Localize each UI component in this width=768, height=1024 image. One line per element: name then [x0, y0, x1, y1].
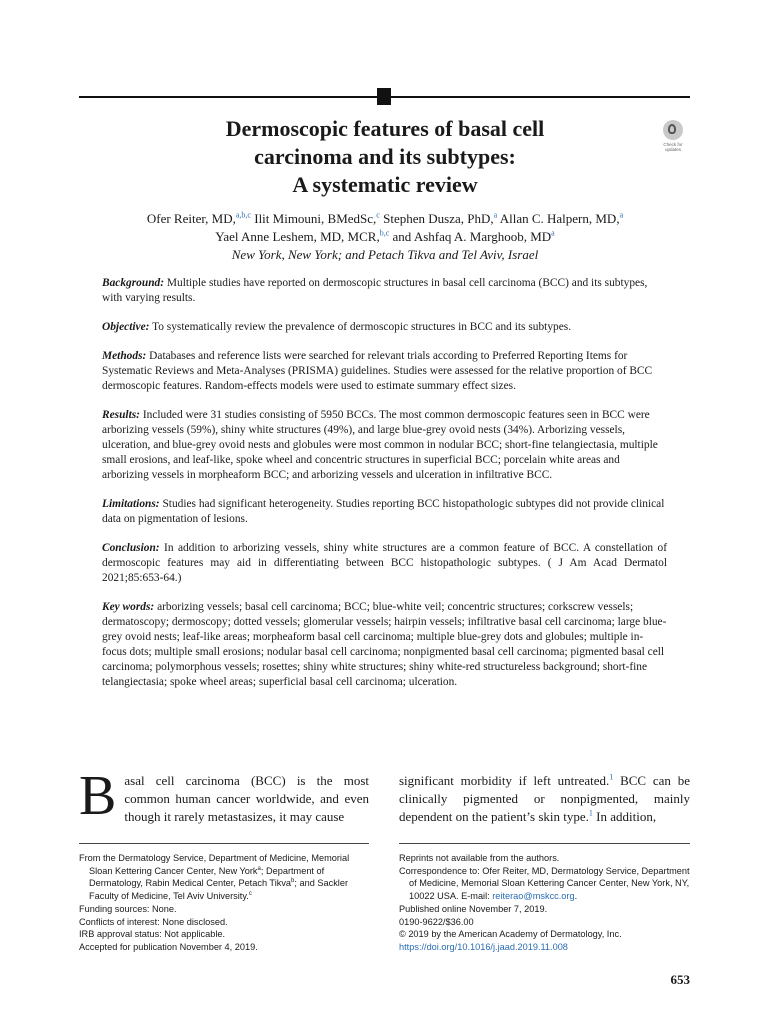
affiliation-sup: c	[248, 891, 252, 898]
title-line: carcinoma and its subtypes:	[254, 144, 516, 169]
affiliation-text: From the Dermatology Service, Department of Medicine, Memorial Sloan Kettering Cancer Center, New York	[79, 853, 350, 876]
footnote-divider	[79, 843, 369, 844]
author-location: New York, New York; and Petach Tikva and Tel Aviv, Israel	[231, 247, 539, 262]
check-for-updates-badge[interactable]	[658, 120, 688, 152]
conflicts-note: Conflicts of interest: None disclosed.	[79, 916, 228, 927]
affiliation-sup[interactable]: c	[376, 210, 380, 220]
affiliation-sup[interactable]: a	[551, 228, 555, 238]
affiliation-sup[interactable]: a	[493, 210, 498, 220]
page-number: 653	[670, 972, 690, 987]
abstract-label: Results:	[102, 409, 140, 421]
affiliation-sup: a	[257, 865, 261, 872]
check-for-updates-icon	[663, 120, 683, 140]
affiliation-sup[interactable]: b,c	[379, 228, 390, 238]
abstract-background	[102, 276, 667, 306]
author-list	[90, 210, 680, 264]
abstract-label: Background:	[102, 277, 165, 289]
correspondence-note	[399, 865, 691, 903]
irb-note: IRB approval status: Not applicable.	[79, 929, 226, 940]
title-line: Dermoscopic features of basal cell	[225, 116, 545, 141]
author-name: and Ashfaq A. Marghoob, MD	[389, 229, 552, 244]
doi-link[interactable]: https://doi.org/10.1016/j.jaad.2019.11.008	[399, 941, 568, 952]
abstract-objective	[102, 320, 667, 335]
top-rule-marker	[377, 88, 391, 105]
correspondence-text: Correspondence to: Ofer Reiter, MD, Dermatology Service, Department of Medicine, Memorial Sloan Kettering Cancer Center, New York, NY, 10022 USA. E-mail:	[399, 865, 690, 902]
article-title	[120, 115, 650, 199]
check-for-updates-label: Check for updates	[663, 142, 683, 152]
abstract-text: Included were 31 studies consisting of 5950 BCCs. The most common dermoscopic features seen in BCC were arborizing vessels (59%), shiny white structures (49%), and large blue-grey ovoid nests (34%). Arborizing vessels, ulceration, and blue-grey ovoid nests and globules were most common in nodular BCC; short-fine telangiectasia, multiple small erosions, and leaf-like, spoke wheel and concentric structures in superficial BCC; porcelain white areas and arborizing vessels in morpheaform BCC; and arborizing vessels and ulceration in infiltrative BCC.	[102, 409, 658, 481]
issn-note: 0190-9622/$36.00	[399, 916, 474, 927]
abstract-text: Studies had significant heterogeneity. Studies reporting BCC histopathologic subtypes did not provide clinical data on pigmentation of lesions.	[102, 498, 665, 525]
affiliation-text: ; and Sackler Faculty of Medicine, Tel Aviv University.	[89, 878, 349, 902]
funding-note: Funding sources: None.	[79, 903, 177, 914]
abstract-methods	[102, 349, 667, 394]
abstract-text: Multiple studies have reported on dermoscopic structures in basal cell carcinoma (BCC) and its subtypes, with varying results.	[102, 277, 648, 304]
abstract-keywords	[102, 600, 667, 690]
published-note: Published online November 7, 2019.	[399, 903, 548, 914]
abstract-limitations	[102, 497, 667, 527]
email-link[interactable]: reiterao@mskcc.org	[492, 891, 575, 902]
abstract-text: In addition to arborizing vessels, shiny white structures are a common feature of BCC. A constellation of dermoscopic features may aid in differentiating between BCC histopathologic subtypes. ( J Am Acad Dermatol 2021;85:653-64.)	[102, 542, 667, 584]
affiliation-text: ; Department of Dermatology, Rabin Medical Center, Petach Tikva	[89, 865, 325, 889]
abstract-label: Limitations:	[102, 498, 160, 510]
affiliations-note	[79, 852, 371, 903]
footnotes-right	[399, 852, 691, 954]
body-text: In addition,	[592, 809, 657, 824]
abstract-label: Key words:	[102, 601, 155, 613]
body-text: significant morbidity if left untreated.	[399, 773, 610, 788]
abstract-conclusion	[102, 541, 667, 586]
abstract-label: Objective:	[102, 321, 150, 333]
body-column-left	[79, 765, 369, 827]
affiliation-sup: b	[291, 878, 295, 885]
copyright-note: © 2019 by the American Academy of Dermatology, Inc.	[399, 929, 622, 940]
author-name: Allan C. Halpern, MD,	[497, 211, 620, 226]
drop-cap: B	[79, 765, 117, 827]
author-line-2	[90, 228, 680, 246]
abstract	[102, 276, 667, 704]
title-line: A systematic review	[292, 172, 478, 197]
author-name: Yael Anne Leshem, MD, MCR,	[215, 229, 380, 244]
abstract-text: To systematically review the prevalence of dermoscopic structures in BCC and its subtypes.	[149, 321, 572, 333]
correspondence-end: .	[574, 891, 578, 902]
author-name: Ilit Mimouni, BMedSc,	[250, 211, 377, 226]
author-line-1	[90, 210, 680, 228]
reference-link[interactable]: 1	[609, 772, 614, 782]
body-text: asal cell carcinoma (BCC) is the most common human cancer worldwide, and even though it rarely metastasizes, it may cause	[124, 773, 369, 824]
abstract-label: Conclusion:	[102, 542, 160, 554]
author-name: Ofer Reiter, MD,	[146, 211, 236, 226]
accepted-note: Accepted for publication November 4, 2019.	[79, 941, 258, 952]
abstract-text: Databases and reference lists were searched for relevant trials according to Preferred Reporting Items for Systematic Reviews and Meta-Analyses (PRISMA) guidelines. Studies were assessed for the relative proportion of BCC dermoscopic features. Random-effects models were used to estimate summary effect sizes.	[102, 350, 653, 392]
abstract-results	[102, 408, 667, 483]
footnotes-left	[79, 852, 371, 954]
reference-link[interactable]: 1	[588, 808, 593, 818]
body-text: BCC can be clinically pigmented or nonpigmented, mainly dependent on the patient’s skin type.	[399, 773, 691, 824]
affiliation-sup[interactable]: a,b,c	[235, 210, 251, 220]
footnote-divider	[399, 843, 690, 844]
reprints-note: Reprints not available from the authors.	[399, 853, 560, 863]
author-name: Stephen Dusza, PhD,	[379, 211, 494, 226]
body-column-right	[399, 772, 690, 826]
affiliation-sup[interactable]: a	[619, 210, 624, 220]
abstract-label: Methods:	[102, 350, 147, 362]
abstract-text: arborizing vessels; basal cell carcinoma; BCC; blue-white veil; concentric structures; corkscrew vessels; dermatoscopy; dermoscopy; dotted vessels; glomerular vessels; hairpin vessels; infiltrative basal cell carcinoma; large blue-grey ovoid nests; leaf-like areas; morpheaform basal cell carcinoma; multiple blue-grey dots and globules; multiple in-focus dots; multiple small erosions; nodular basal cell carcinoma; nonpigmented basal cell carcinoma; pigmented basal cell carcinoma; polymorphous vessels; rosettes; shiny white structures; shiny white-red structureless background; short-fine telangiectasia; spoke wheel areas; superficial basal cell carcinoma; ulceration.	[102, 601, 667, 688]
